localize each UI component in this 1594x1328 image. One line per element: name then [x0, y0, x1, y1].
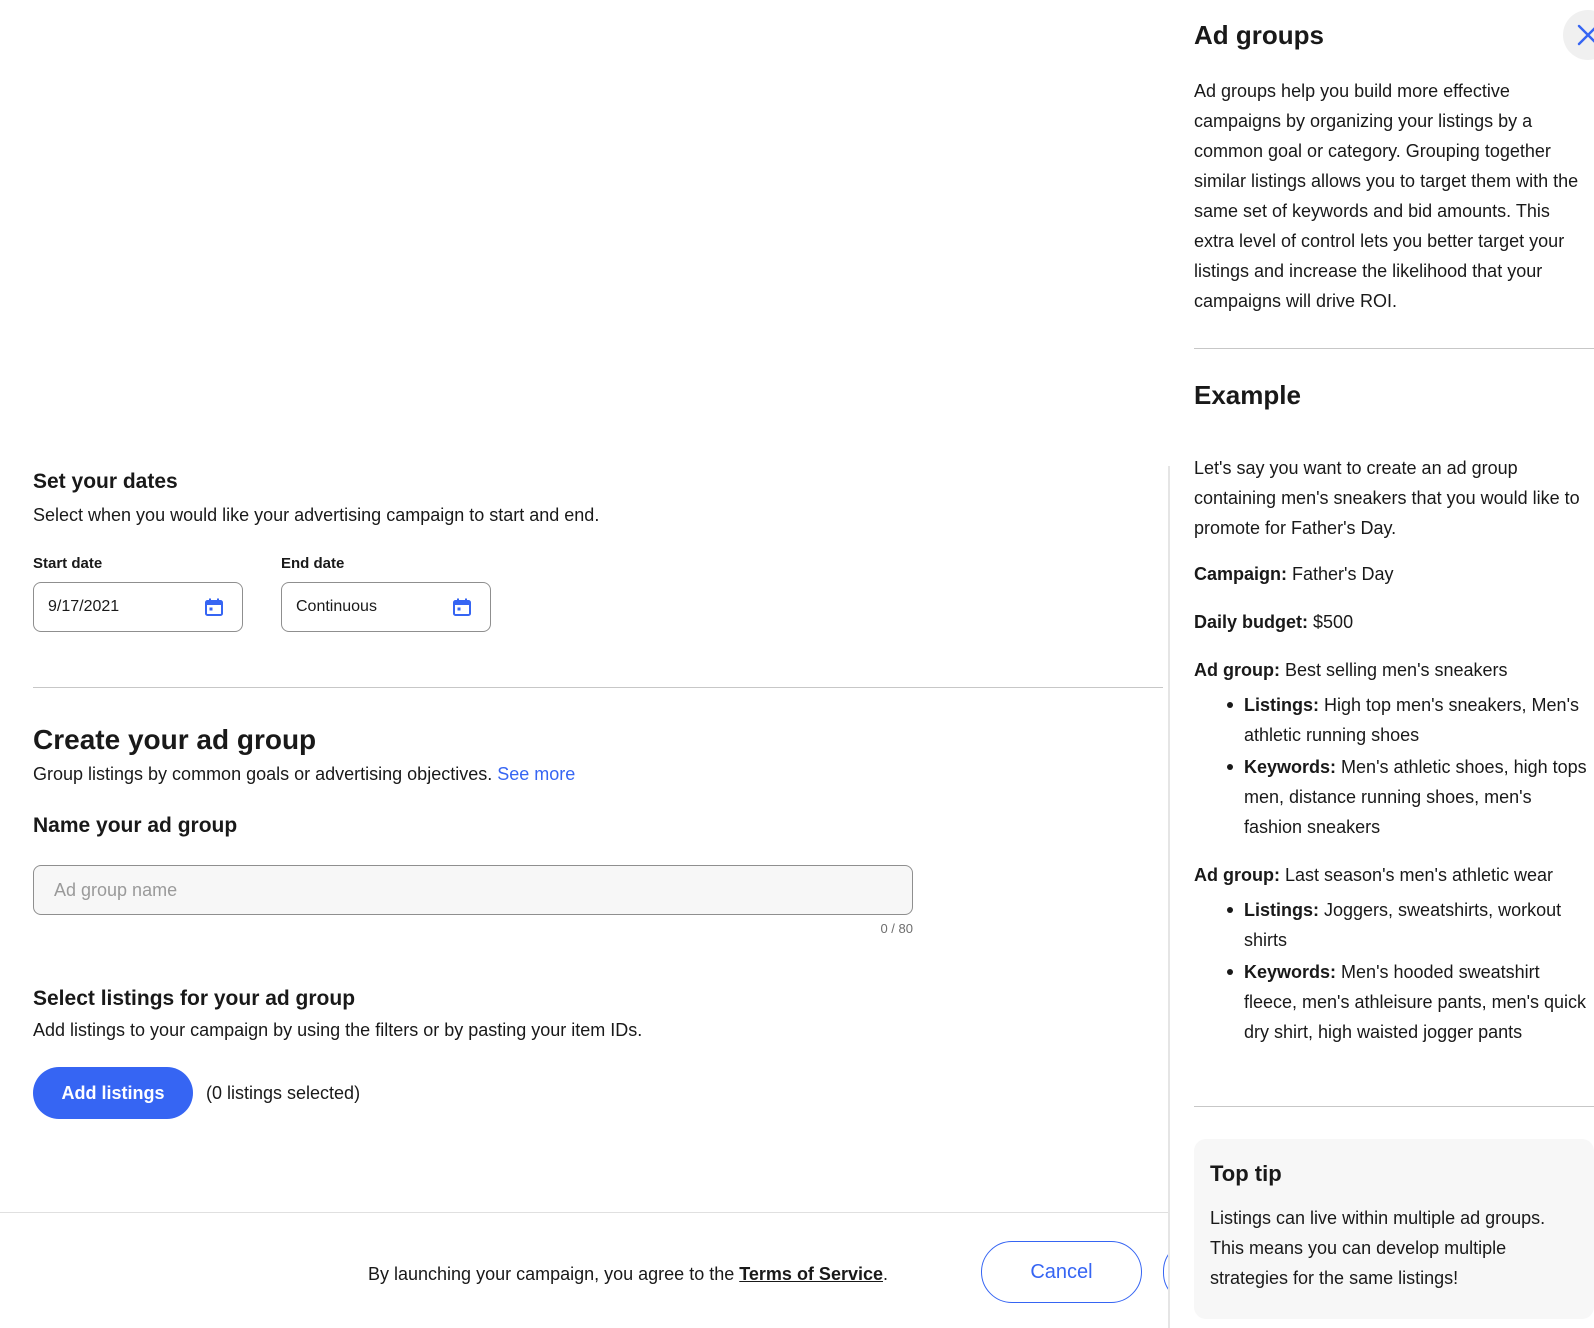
ad-group-value: Best selling men's sneakers: [1285, 660, 1508, 680]
list-item: [1218, 895, 1594, 955]
end-date-value: Continuous: [296, 598, 377, 615]
campaign-label: Campaign:: [1194, 564, 1288, 584]
ad-groups-help-panel: [1168, 0, 1594, 1328]
dates-heading: Set your dates: [33, 470, 178, 493]
panel-edge: [1168, 466, 1170, 1328]
list-item: [1218, 752, 1594, 842]
see-more-link[interactable]: See more: [497, 764, 576, 784]
end-date-field: [281, 555, 491, 632]
start-date-label: Start date: [33, 555, 103, 572]
ad-group-label: Ad group:: [1194, 865, 1280, 885]
budget-label: Daily budget:: [1194, 612, 1309, 632]
panel-divider: [1194, 348, 1594, 349]
section-divider: [33, 687, 1163, 688]
calendar-icon[interactable]: [204, 597, 224, 617]
create-ad-group-subtitle-text: Group listings by common goals or advertising objectives.: [33, 764, 493, 784]
panel-divider: [1194, 1106, 1594, 1107]
list-item: [1218, 957, 1594, 1047]
ad-group-line: [1194, 660, 1508, 681]
panel-title: Ad groups: [1194, 20, 1324, 50]
list-item: [1218, 690, 1594, 750]
keywords-value: Men's athletic shoes, high tops men, distance running shoes, men's fashion sneakers: [1244, 757, 1587, 837]
footer-divider: [0, 1212, 1168, 1213]
create-ad-group-heading: Create your ad group: [33, 724, 317, 755]
close-icon: [1576, 23, 1594, 47]
ad-group-details: [1218, 895, 1594, 1049]
keywords-label: Keywords:: [1244, 757, 1337, 777]
calendar-icon[interactable]: [452, 597, 472, 617]
dates-subtitle: Select when you would like your advertising campaign to start and end.: [33, 505, 600, 525]
close-button[interactable]: [1563, 10, 1594, 60]
ad-group-name-input[interactable]: [33, 865, 913, 915]
ad-group-line: [1194, 865, 1553, 886]
keywords-label: Keywords:: [1244, 962, 1337, 982]
listings-value: Joggers, sweatshirts, workout shirts: [1244, 900, 1562, 950]
top-tip-box: [1194, 1139, 1594, 1319]
terms-of-service-link[interactable]: Terms of Service: [739, 1264, 883, 1284]
char-count: 0 / 80: [880, 921, 913, 936]
listings-label: Listings:: [1244, 900, 1319, 920]
listings-selected-count: (0 listings selected): [206, 1083, 361, 1103]
listings-value: High top men's sneakers, Men's athletic running shoes: [1244, 695, 1580, 745]
create-ad-group-subtitle: [33, 764, 575, 785]
campaign-value: Father's Day: [1292, 564, 1394, 584]
add-listings-button[interactable]: Add listings: [33, 1067, 193, 1119]
terms-notice: [368, 1264, 888, 1285]
budget-value: $500: [1313, 612, 1354, 632]
cancel-button[interactable]: Cancel: [981, 1241, 1142, 1303]
end-date-input[interactable]: [281, 582, 491, 632]
campaign-line: [1194, 564, 1394, 585]
start-date-input[interactable]: [33, 582, 243, 632]
example-text: Let's say you want to create an ad group containing men's sneakers that you would like to promote for Father's Day.: [1194, 458, 1580, 538]
ad-group-details: [1218, 690, 1594, 844]
name-ad-group-heading: Name your ad group: [33, 814, 238, 837]
start-date-field: [33, 555, 243, 632]
panel-intro: Ad groups help you build more effective campaigns by organizing your listings by a common goal or category. Grouping together similar listings allows you to target them with the same set of keywords and bid amounts. This extra level of control lets you better target your listings and increase the likelihood that your campaigns will drive ROI.: [1194, 81, 1579, 311]
keywords-value: Men's hooded sweatshirt fleece, men's athleisure pants, men's quick dry shirt, high waisted jogger pants: [1244, 962, 1587, 1042]
top-tip-title: Top tip: [1210, 1161, 1282, 1186]
start-date-value: 9/17/2021: [48, 598, 120, 615]
budget-line: [1194, 612, 1353, 633]
end-date-label: End date: [281, 555, 345, 572]
terms-prefix: By launching your campaign, you agree to the: [368, 1264, 735, 1284]
terms-suffix: .: [883, 1264, 889, 1284]
ad-group-value: Last season's men's athletic wear: [1285, 865, 1554, 885]
top-tip-text: Listings can live within multiple ad groups. This means you can develop multiple strategies for the same listings!: [1210, 1208, 1546, 1288]
listings-label: Listings:: [1244, 695, 1319, 715]
example-heading: Example: [1194, 380, 1301, 410]
ad-group-label: Ad group:: [1194, 660, 1280, 680]
select-listings-heading: Select listings for your ad group: [33, 987, 356, 1010]
select-listings-subtitle: Add listings to your campaign by using the filters or by pasting your item IDs.: [33, 1020, 643, 1040]
